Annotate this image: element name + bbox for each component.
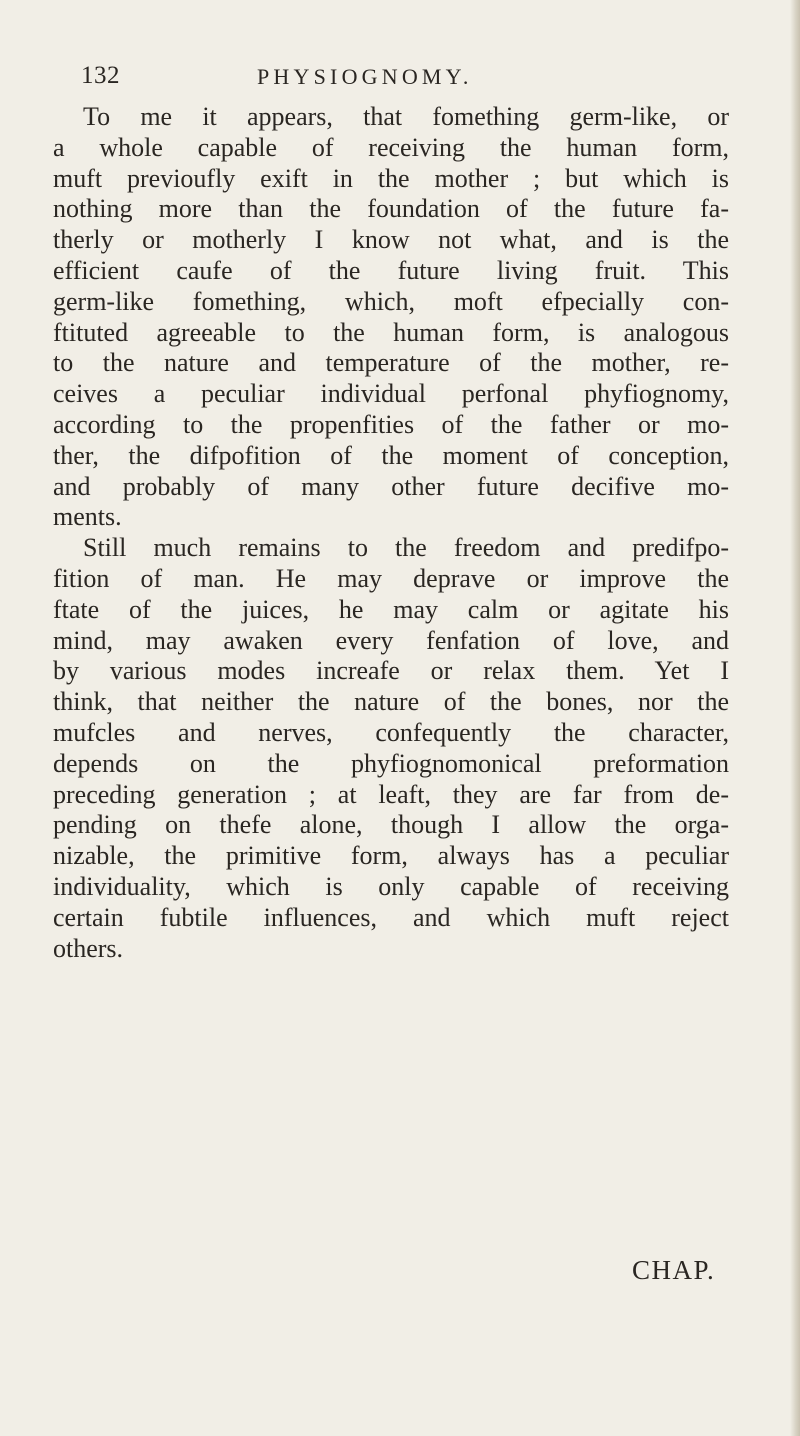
text-line: To me it appears, that fomething germ-like, or	[83, 102, 729, 131]
text-line: ther, the difpofition of the moment of conception,	[53, 440, 729, 470]
text-line: nothing more than the foundation of the future fa-	[53, 194, 729, 224]
text-line: a whole capable of receiving the human form,	[53, 132, 729, 162]
body-text	[53, 102, 729, 964]
catchword: CHAP.	[632, 1255, 716, 1285]
text-line: fition of man. He may deprave or improve the	[53, 563, 729, 593]
text-line: depends on the phyfiognomonical preformation	[53, 748, 729, 778]
text-line: according to the propenfities of the father or mo-	[53, 409, 729, 439]
text-line: nizable, the primitive form, always has a peculiar	[53, 841, 729, 871]
text-line: and probably of many other future decifive mo-	[53, 471, 729, 501]
page-edge-shadow	[790, 0, 800, 1436]
text-line: therly or motherly I know not what, and is the	[53, 225, 729, 255]
text-line: to the nature and temperature of the mother, re-	[53, 348, 729, 378]
text-line: ftituted agreeable to the human form, is analogous	[53, 317, 729, 347]
text-line: others.	[53, 933, 124, 963]
text-line: Still much remains to the freedom and predifpo-	[83, 533, 729, 563]
text-line: pending on thefe alone, though I allow the orga-	[53, 810, 729, 840]
text-line: ceives a peculiar individual perfonal phyfiognomy,	[53, 379, 729, 409]
text-line: certain fubtile influences, and which muft reject	[53, 902, 729, 932]
text-line: germ-like fomething, which, moft efpecially con-	[53, 286, 729, 316]
text-line: muft previoufly exift in the mother ; but which is	[53, 163, 729, 193]
text-line: preceding generation ; at leaft, they are far from de-	[53, 779, 729, 809]
text-line: efficient caufe of the future living fruit. This	[53, 255, 729, 285]
text-line: ftate of the juices, he may calm or agitate his	[53, 594, 729, 624]
text-line: mufcles and nerves, confequently the character,	[53, 717, 729, 747]
running-head	[81, 62, 721, 96]
text-line: individuality, which is only capable of receiving	[53, 871, 729, 901]
running-title: PHYSIOGNOMY.	[257, 64, 473, 89]
text-line: think, that neither the nature of the bones, nor the	[53, 687, 729, 717]
text-line: mind, may awaken every fenfation of love, and	[53, 625, 729, 655]
text-line: ments.	[53, 502, 122, 532]
text-line: by various modes increafe or relax them. Yet I	[53, 656, 729, 686]
page-number: 132	[81, 62, 120, 89]
